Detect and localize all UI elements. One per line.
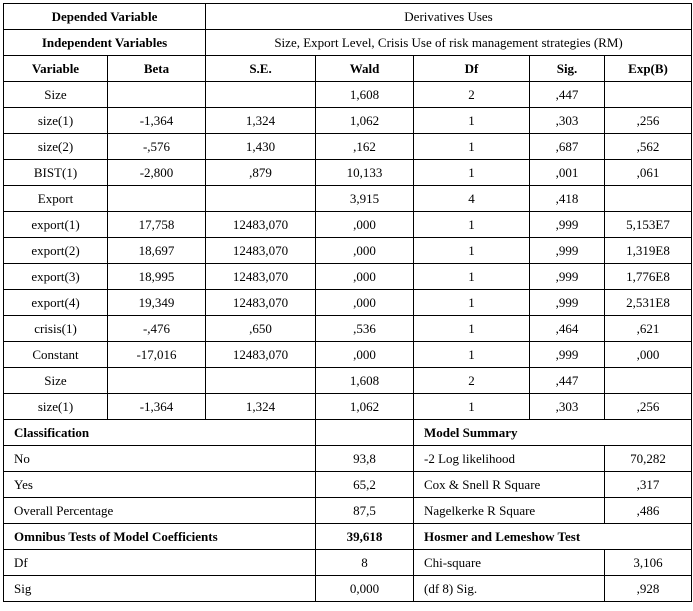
cell-wald: ,162 bbox=[316, 134, 414, 160]
classification-row bbox=[4, 446, 692, 472]
classification-value: 65,2 bbox=[316, 472, 414, 498]
cell-variable: size(1) bbox=[4, 394, 108, 420]
cell-se bbox=[206, 368, 316, 394]
cell-variable: Export bbox=[4, 186, 108, 212]
classification-title-filler bbox=[316, 420, 414, 446]
logistic-regression-table bbox=[3, 3, 692, 602]
cell-sig: ,303 bbox=[530, 108, 605, 134]
coefficient-row bbox=[4, 368, 692, 394]
column-header: Df bbox=[414, 56, 530, 82]
cell-exp-b: ,562 bbox=[605, 134, 692, 160]
hosmer-label: Chi-square bbox=[414, 550, 605, 576]
coefficient-row bbox=[4, 238, 692, 264]
cell-variable: Size bbox=[4, 368, 108, 394]
depended-variable-label: Depended Variable bbox=[4, 4, 206, 30]
cell-beta bbox=[108, 368, 206, 394]
cell-variable: export(3) bbox=[4, 264, 108, 290]
cell-variable: export(4) bbox=[4, 290, 108, 316]
cell-wald: ,536 bbox=[316, 316, 414, 342]
cell-se: ,879 bbox=[206, 160, 316, 186]
omnibus-label: Df bbox=[4, 550, 316, 576]
cell-beta: -1,364 bbox=[108, 394, 206, 420]
cell-exp-b: 1,776E8 bbox=[605, 264, 692, 290]
cell-df: 2 bbox=[414, 368, 530, 394]
cell-exp-b: 5,153E7 bbox=[605, 212, 692, 238]
cell-exp-b: ,061 bbox=[605, 160, 692, 186]
cell-variable: Size bbox=[4, 82, 108, 108]
classification-label: No bbox=[4, 446, 316, 472]
coefficient-row bbox=[4, 108, 692, 134]
cell-beta bbox=[108, 186, 206, 212]
column-header: S.E. bbox=[206, 56, 316, 82]
column-header: Sig. bbox=[530, 56, 605, 82]
classification-value: 87,5 bbox=[316, 498, 414, 524]
cell-se: 12483,070 bbox=[206, 290, 316, 316]
omnibus-row-value: 0,000 bbox=[316, 576, 414, 602]
coefficient-row bbox=[4, 342, 692, 368]
independent-variables-label: Independent Variables bbox=[4, 30, 206, 56]
cell-variable: size(2) bbox=[4, 134, 108, 160]
cell-wald: 1,608 bbox=[316, 82, 414, 108]
omnibus-value: 39,618 bbox=[316, 524, 414, 550]
cell-df: 4 bbox=[414, 186, 530, 212]
cell-exp-b bbox=[605, 186, 692, 212]
depended-variable-row bbox=[4, 4, 692, 30]
cell-wald: 1,062 bbox=[316, 394, 414, 420]
omnibus-row bbox=[4, 550, 692, 576]
cell-se: 1,324 bbox=[206, 394, 316, 420]
model-summary-value: 70,282 bbox=[605, 446, 692, 472]
cell-df: 1 bbox=[414, 290, 530, 316]
cell-variable: BIST(1) bbox=[4, 160, 108, 186]
hosmer-value: 3,106 bbox=[605, 550, 692, 576]
coefficient-row bbox=[4, 264, 692, 290]
hosmer-value: ,928 bbox=[605, 576, 692, 602]
cell-df: 1 bbox=[414, 108, 530, 134]
cell-wald: 1,062 bbox=[316, 108, 414, 134]
omnibus-title: Omnibus Tests of Model Coefficients bbox=[4, 524, 316, 550]
cell-sig: ,999 bbox=[530, 342, 605, 368]
cell-wald: ,000 bbox=[316, 238, 414, 264]
cell-beta: -,476 bbox=[108, 316, 206, 342]
omnibus-row-value: 8 bbox=[316, 550, 414, 576]
cell-beta: 18,995 bbox=[108, 264, 206, 290]
classification-label: Yes bbox=[4, 472, 316, 498]
cell-df: 1 bbox=[414, 134, 530, 160]
cell-exp-b bbox=[605, 368, 692, 394]
cell-exp-b: ,000 bbox=[605, 342, 692, 368]
cell-wald: ,000 bbox=[316, 342, 414, 368]
cell-sig: ,999 bbox=[530, 290, 605, 316]
coefficient-row bbox=[4, 134, 692, 160]
cell-sig: ,999 bbox=[530, 212, 605, 238]
classification-header-row bbox=[4, 420, 692, 446]
hosmer-label: (df 8) Sig. bbox=[414, 576, 605, 602]
cell-se bbox=[206, 186, 316, 212]
cell-wald: ,000 bbox=[316, 212, 414, 238]
omnibus-header-row bbox=[4, 524, 692, 550]
coefficient-row bbox=[4, 316, 692, 342]
cell-variable: export(1) bbox=[4, 212, 108, 238]
cell-df: 1 bbox=[414, 238, 530, 264]
classification-value: 93,8 bbox=[316, 446, 414, 472]
cell-df: 1 bbox=[414, 264, 530, 290]
cell-variable: crisis(1) bbox=[4, 316, 108, 342]
cell-se: 12483,070 bbox=[206, 212, 316, 238]
cell-se: 1,324 bbox=[206, 108, 316, 134]
coefficient-row bbox=[4, 186, 692, 212]
cell-se bbox=[206, 82, 316, 108]
model-summary-value: ,486 bbox=[605, 498, 692, 524]
cell-variable: size(1) bbox=[4, 108, 108, 134]
cell-se: 12483,070 bbox=[206, 264, 316, 290]
model-summary-label: Nagelkerke R Square bbox=[414, 498, 605, 524]
cell-se: 12483,070 bbox=[206, 238, 316, 264]
column-header: Beta bbox=[108, 56, 206, 82]
coefficient-row bbox=[4, 82, 692, 108]
coefficient-row bbox=[4, 394, 692, 420]
independent-variables-row bbox=[4, 30, 692, 56]
model-summary-label: Cox & Snell R Square bbox=[414, 472, 605, 498]
depended-variable-value: Derivatives Uses bbox=[206, 4, 692, 30]
cell-beta bbox=[108, 82, 206, 108]
cell-beta: 19,349 bbox=[108, 290, 206, 316]
cell-exp-b: ,256 bbox=[605, 108, 692, 134]
cell-sig: ,447 bbox=[530, 368, 605, 394]
cell-df: 1 bbox=[414, 316, 530, 342]
omnibus-row bbox=[4, 576, 692, 602]
cell-sig: ,303 bbox=[530, 394, 605, 420]
column-header: Wald bbox=[316, 56, 414, 82]
cell-df: 1 bbox=[414, 342, 530, 368]
cell-wald: 3,915 bbox=[316, 186, 414, 212]
cell-beta: -2,800 bbox=[108, 160, 206, 186]
omnibus-label: Sig bbox=[4, 576, 316, 602]
classification-row bbox=[4, 472, 692, 498]
cell-beta: -,576 bbox=[108, 134, 206, 160]
cell-df: 1 bbox=[414, 394, 530, 420]
coefficient-row bbox=[4, 160, 692, 186]
cell-variable: Constant bbox=[4, 342, 108, 368]
classification-title: Classification bbox=[4, 420, 316, 446]
cell-beta: -1,364 bbox=[108, 108, 206, 134]
cell-wald: ,000 bbox=[316, 264, 414, 290]
cell-wald: 1,608 bbox=[316, 368, 414, 394]
column-header: Exp(B) bbox=[605, 56, 692, 82]
cell-se: 1,430 bbox=[206, 134, 316, 160]
cell-sig: ,447 bbox=[530, 82, 605, 108]
cell-wald: 10,133 bbox=[316, 160, 414, 186]
model-summary-title: Model Summary bbox=[414, 420, 692, 446]
column-header-row bbox=[4, 56, 692, 82]
classification-label: Overall Percentage bbox=[4, 498, 316, 524]
cell-exp-b: ,621 bbox=[605, 316, 692, 342]
cell-df: 2 bbox=[414, 82, 530, 108]
coefficient-row bbox=[4, 290, 692, 316]
cell-exp-b: 2,531E8 bbox=[605, 290, 692, 316]
cell-se: 12483,070 bbox=[206, 342, 316, 368]
cell-df: 1 bbox=[414, 212, 530, 238]
cell-df: 1 bbox=[414, 160, 530, 186]
cell-beta: 18,697 bbox=[108, 238, 206, 264]
independent-variables-value: Size, Export Level, Crisis Use of risk management strategies (RM) bbox=[206, 30, 692, 56]
cell-wald: ,000 bbox=[316, 290, 414, 316]
cell-exp-b bbox=[605, 82, 692, 108]
cell-sig: ,687 bbox=[530, 134, 605, 160]
cell-beta: 17,758 bbox=[108, 212, 206, 238]
hosmer-title: Hosmer and Lemeshow Test bbox=[414, 524, 692, 550]
cell-sig: ,418 bbox=[530, 186, 605, 212]
cell-sig: ,464 bbox=[530, 316, 605, 342]
cell-exp-b: 1,319E8 bbox=[605, 238, 692, 264]
column-header: Variable bbox=[4, 56, 108, 82]
cell-beta: -17,016 bbox=[108, 342, 206, 368]
cell-se: ,650 bbox=[206, 316, 316, 342]
model-summary-value: ,317 bbox=[605, 472, 692, 498]
cell-variable: export(2) bbox=[4, 238, 108, 264]
cell-sig: ,001 bbox=[530, 160, 605, 186]
cell-sig: ,999 bbox=[530, 238, 605, 264]
cell-exp-b: ,256 bbox=[605, 394, 692, 420]
model-summary-label: -2 Log likelihood bbox=[414, 446, 605, 472]
classification-row bbox=[4, 498, 692, 524]
coefficient-row bbox=[4, 212, 692, 238]
cell-sig: ,999 bbox=[530, 264, 605, 290]
